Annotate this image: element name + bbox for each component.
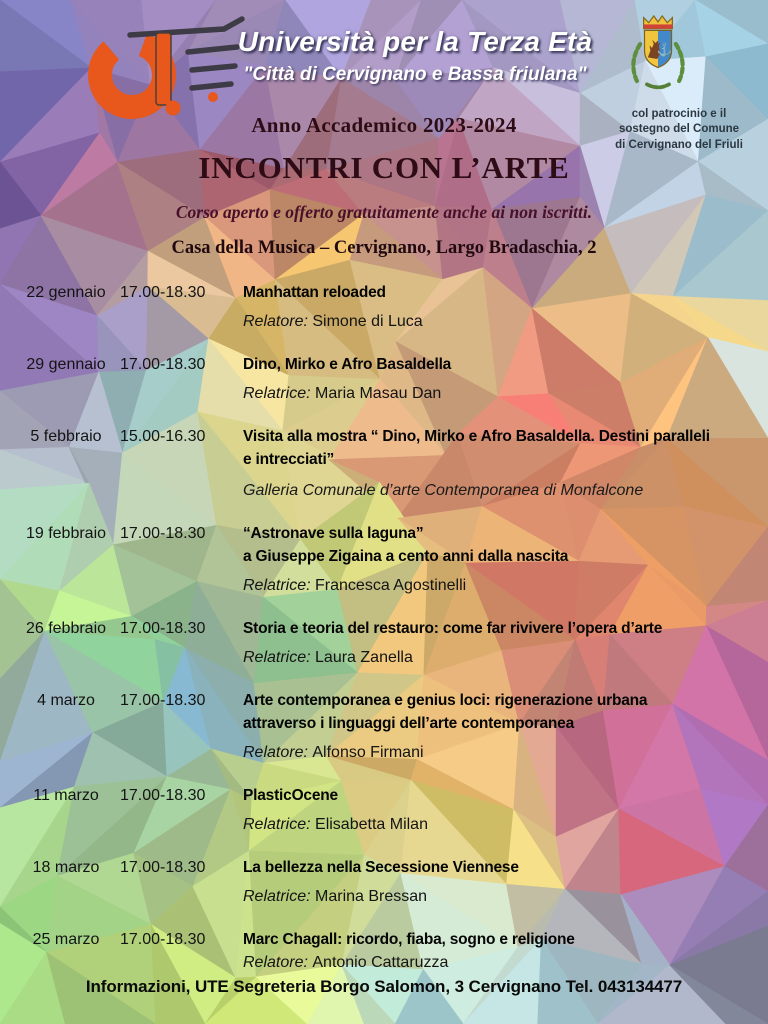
event-date: 29 gennaio: [26, 356, 106, 373]
event-title: attraverso i linguaggi dell’arte contemporanea: [243, 715, 575, 732]
schedule-row: [16, 784, 758, 836]
event-note: Galleria Comunale d’arte Contemporanea di Monfalcone: [243, 482, 644, 499]
event-content: [243, 689, 758, 764]
speaker-label: Relatrice:: [243, 888, 311, 905]
event-speaker: [243, 382, 758, 405]
event-content: [243, 856, 758, 908]
page-title: INCONTRI CON L’ARTE: [198, 150, 570, 186]
event-time: 17.00-18.30: [120, 931, 206, 948]
event-speaker: [243, 885, 758, 908]
speaker-name: Francesca Agostinelli: [310, 577, 467, 594]
course-note: Corso aperto e offerto gratuitamente anche ai non iscritti.: [175, 202, 593, 223]
event-speaker: [243, 741, 758, 764]
schedule-row: [16, 353, 758, 405]
patronage-text: col patrocinio e il: [631, 108, 727, 120]
patronage-text: di Cervignano del Friuli: [615, 138, 743, 151]
event-time: 17.00-18.30: [120, 356, 206, 373]
logo-dot: [208, 92, 218, 102]
anchor-icon: ⚓: [656, 42, 673, 57]
event-title: Visita alla mostra “ Dino, Mirko e Afro Basaldella. Destini paralleli: [243, 428, 710, 445]
event-speaker: [243, 574, 758, 597]
academic-year: Anno Accademico 2023-2024: [251, 113, 517, 137]
event-title: a Giuseppe Zigaina a cento anni dalla nascita: [243, 548, 569, 565]
speaker-label: Relatrice:: [243, 577, 311, 594]
schedule-row: [16, 281, 758, 333]
event-title: Storia e teoria del restauro: come far rivivere l’opera d’arte: [243, 620, 663, 637]
schedule-row: [16, 689, 758, 764]
event-title: e intrecciati”: [243, 451, 335, 468]
event-title: PlasticOcene: [243, 787, 338, 804]
event-speaker: [243, 813, 758, 836]
event-speaker: [243, 951, 758, 974]
intro-headings: [0, 113, 768, 260]
event-title: Dino, Mirko e Afro Basaldella: [243, 356, 452, 373]
laurel-branch-left: [633, 44, 640, 81]
event-content: [243, 522, 758, 597]
event-content: [243, 281, 758, 333]
laurel-tie: [647, 84, 669, 87]
event-title: Arte contemporanea e genius loci: rigenerazione urbana: [243, 692, 648, 709]
speaker-name: Laura Zanella: [310, 649, 413, 666]
event-content: [243, 928, 758, 974]
logo-letter-u: [100, 45, 164, 107]
logo-letter-t: [156, 33, 171, 105]
event-date: 19 febbraio: [25, 525, 107, 542]
speaker-label: Relatore:: [243, 744, 308, 761]
event-time: 15.00-16.30: [120, 428, 206, 445]
event-content: [243, 617, 758, 669]
speaker-name: Elisabetta Milan: [310, 816, 428, 833]
event-date: 22 gennaio: [26, 284, 106, 301]
schedule-row: [16, 522, 758, 597]
event-date: 25 marzo: [32, 931, 100, 948]
schedule-row: [16, 856, 758, 908]
speaker-label: Relatrice:: [243, 649, 311, 666]
patronage-text: sostegno del Comune: [618, 123, 740, 136]
event-date: 11 marzo: [33, 787, 99, 804]
event-title: La bellezza nella Secessione Viennese: [243, 859, 519, 876]
schedule-row: [16, 617, 758, 669]
event-time: 17.00-18.30: [120, 859, 206, 876]
header-text: [224, 26, 606, 86]
event-time: 17.00-18.30: [120, 692, 206, 709]
event-speaker: [243, 310, 758, 333]
university-title: Università per la Terza Età: [237, 26, 593, 57]
speaker-name: Maria Masau Dan: [310, 385, 442, 402]
schedule-row: [16, 928, 758, 974]
speaker-name: Marina Bressan: [310, 888, 428, 905]
crown-band: [644, 24, 673, 28]
speaker-name: Antonio Cattaruzza: [307, 954, 449, 971]
speaker-label: Relatore:: [243, 954, 308, 971]
ute-logo-glyphs: [100, 19, 242, 116]
event-title: Manhattan reloaded: [243, 284, 386, 301]
schedule-row: [16, 425, 758, 502]
event-content: [243, 425, 758, 502]
speaker-name: Alfonso Firmani: [307, 744, 424, 761]
event-date: 18 marzo: [32, 859, 100, 876]
event-speaker: [243, 646, 758, 669]
speaker-label: Relatore:: [243, 313, 308, 330]
speaker-label: Relatrice:: [243, 385, 311, 402]
event-content: [243, 353, 758, 405]
speaker-name: Simone di Luca: [307, 313, 423, 330]
municipal-coat-of-arms: [620, 10, 696, 103]
laurel-branch-right: [676, 44, 683, 81]
event-content: [243, 784, 758, 836]
footer: [0, 977, 768, 997]
event-title: “Astronave sulla laguna”: [243, 525, 424, 542]
event-date: 5 febbraio: [30, 428, 102, 445]
schedule: [0, 281, 768, 994]
venue: Casa della Musica – Cervignano, Largo Bradaschia, 2: [171, 238, 597, 259]
event-date: 4 marzo: [37, 692, 95, 709]
event-time: 17.00-18.30: [120, 525, 206, 542]
event-time: 17.00-18.30: [120, 620, 206, 637]
event-time: 17.00-18.30: [120, 787, 206, 804]
contact-info: Informazioni, UTE Segreteria Borgo Salomon, 3 Cervignano Tel. 043134477: [85, 977, 683, 996]
university-subtitle: "Città di Cervignano e Bassa friulana": [243, 64, 587, 86]
event-date: 26 febbraio: [25, 620, 107, 637]
event-title: Marc Chagall: ricordo, fiaba, sogno e religione: [243, 931, 575, 948]
speaker-label: Relatrice:: [243, 816, 311, 833]
event-time: 17.00-18.30: [120, 284, 206, 301]
